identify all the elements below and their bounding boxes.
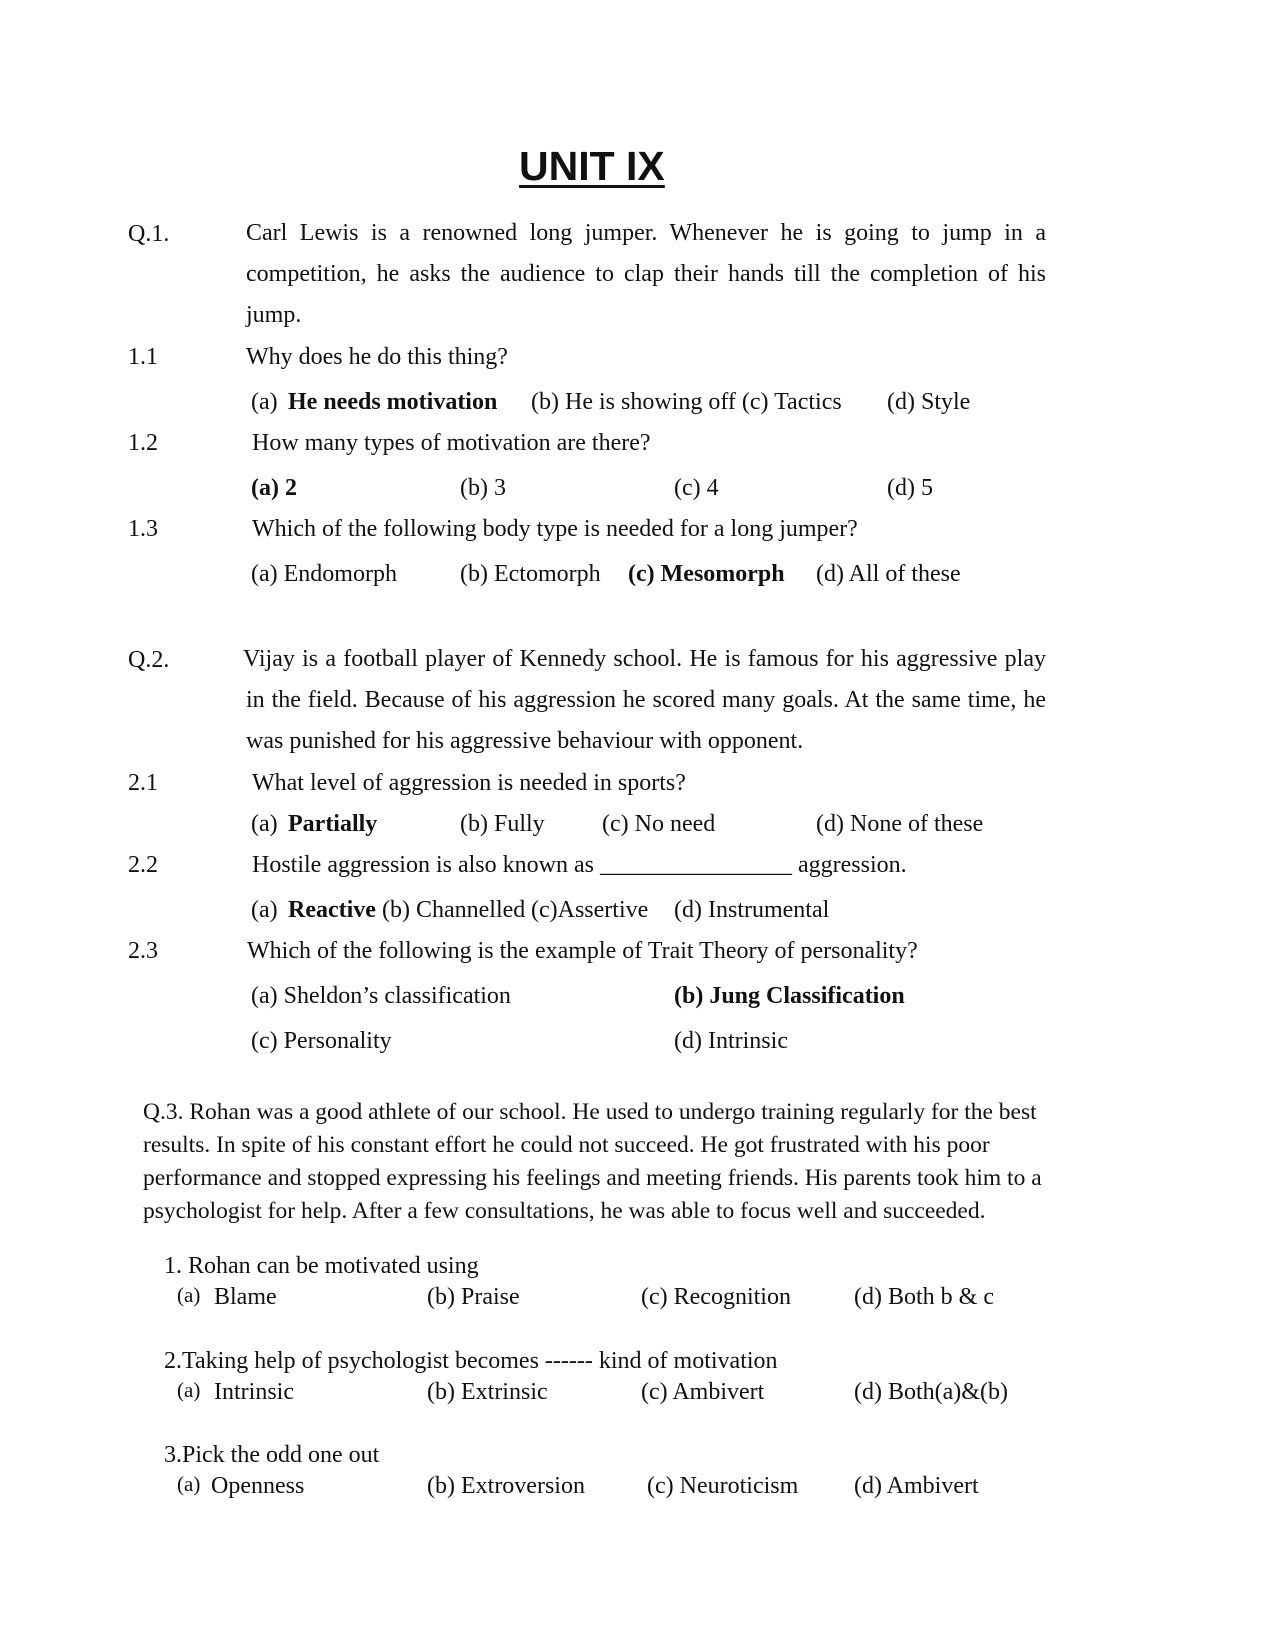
option: (c) 4 bbox=[674, 475, 719, 501]
option: (a) Endomorph bbox=[251, 561, 397, 587]
q2-passage-line-1: Vijay is a football player of Kennedy school. He is famous for his aggressive play bbox=[243, 646, 1046, 672]
sub-question-text: What level of aggression is needed in sports? bbox=[252, 770, 686, 796]
option-label: (a) bbox=[251, 389, 278, 415]
option: Blame bbox=[214, 1284, 277, 1310]
sub-question-number: 1.2 bbox=[128, 430, 158, 456]
sub-question-number: 1.3 bbox=[128, 516, 158, 542]
option: (b) Channelled bbox=[382, 897, 526, 923]
option: (d) Intrinsic bbox=[674, 1028, 788, 1054]
option: (b) Extroversion bbox=[427, 1473, 585, 1499]
sub-question-text: Hostile aggression is also known as ________________ aggression. bbox=[252, 852, 907, 878]
option: (b) Ectomorph bbox=[460, 561, 601, 587]
option-label: (a) bbox=[177, 1472, 201, 1496]
sub-question-text: How many types of motivation are there? bbox=[252, 430, 651, 456]
option-correct-answer: He needs motivation bbox=[288, 389, 498, 415]
option-label: (a) bbox=[177, 1283, 201, 1307]
option: (b) Fully bbox=[460, 811, 545, 837]
q2-passage-line-3: was punished for his aggressive behaviour with opponent. bbox=[246, 728, 804, 754]
question-number-q1: Q.1. bbox=[128, 221, 170, 247]
option-correct-answer: (b) Jung Classification bbox=[674, 983, 905, 1009]
option: (b) 3 bbox=[460, 475, 506, 501]
option-label: (a) bbox=[251, 897, 278, 923]
sub-question-number: 1.1 bbox=[128, 344, 158, 370]
option-correct-answer: Reactive bbox=[288, 897, 376, 923]
option: (d) All of these bbox=[816, 561, 961, 587]
option: (d) Both b & c bbox=[854, 1284, 994, 1310]
option-label: (a) bbox=[251, 811, 278, 837]
option: (d) 5 bbox=[887, 475, 933, 501]
option: Intrinsic bbox=[214, 1379, 294, 1405]
option-correct-answer: Partially bbox=[288, 811, 378, 837]
option: (c) Ambivert bbox=[641, 1379, 765, 1405]
option: (a) Sheldon’s classification bbox=[251, 983, 511, 1009]
sub-question-text: Why does he do this thing? bbox=[246, 344, 508, 370]
option: (c)Assertive bbox=[531, 897, 649, 923]
option-label: (a) bbox=[177, 1378, 201, 1402]
option: (b) He is showing off (c) Tactics bbox=[531, 389, 842, 415]
question-number-q2: Q.2. bbox=[128, 647, 170, 673]
sub-question-text: 3.Pick the odd one out bbox=[164, 1442, 380, 1468]
option: (d) Instrumental bbox=[674, 897, 830, 923]
sub-question-text: 2.Taking help of psychologist becomes ------ kind of motivation bbox=[164, 1348, 778, 1374]
sub-question-text: Which of the following body type is needed for a long jumper? bbox=[252, 516, 858, 542]
option-correct-answer: (a) 2 bbox=[251, 475, 297, 501]
option-correct-answer: (c) Mesomorph bbox=[628, 561, 785, 587]
option: (c) Neuroticism bbox=[647, 1473, 799, 1499]
option: (c) Recognition bbox=[641, 1284, 791, 1310]
option: (b) Extrinsic bbox=[427, 1379, 548, 1405]
q1-passage-line-1: Carl Lewis is a renowned long jumper. Whenever he is going to jump in a bbox=[246, 220, 1046, 246]
option: (c) Personality bbox=[251, 1028, 392, 1054]
option: (d) Ambivert bbox=[854, 1473, 979, 1499]
sub-question-number: 2.3 bbox=[128, 938, 158, 964]
q1-passage-line-2: competition, he asks the audience to clap their hands till the completion of his bbox=[246, 261, 1046, 287]
q1-passage-line-3: jump. bbox=[246, 302, 302, 328]
sub-question-number: 2.2 bbox=[128, 852, 158, 878]
option: (d) Style bbox=[887, 389, 971, 415]
page-title: UNIT IX bbox=[519, 143, 665, 189]
option: (d) None of these bbox=[816, 811, 984, 837]
option: (d) Both(a)&(b) bbox=[854, 1379, 1008, 1405]
option: (c) No need bbox=[602, 811, 716, 837]
option: (b) Praise bbox=[427, 1284, 520, 1310]
sub-question-text: Which of the following is the example of Trait Theory of personality? bbox=[247, 938, 918, 964]
q3-passage: Q.3. Rohan was a good athlete of our school. He used to undergo training regularly for the best results. In spite of his constant effort he could not succeed. He got frustrated with his poor performance and stopped expressing his feelings and meeting friends. His parents took him to a psychologist for help. After a few consultations, he was able to focus well and succeeded. bbox=[143, 1099, 1042, 1224]
option: Openness bbox=[211, 1473, 305, 1499]
sub-question-number: 2.1 bbox=[128, 770, 158, 796]
q2-passage-line-2: in the field. Because of his aggression he scored many goals. At the same time, he bbox=[246, 687, 1046, 713]
sub-question-text: 1. Rohan can be motivated using bbox=[164, 1253, 479, 1279]
